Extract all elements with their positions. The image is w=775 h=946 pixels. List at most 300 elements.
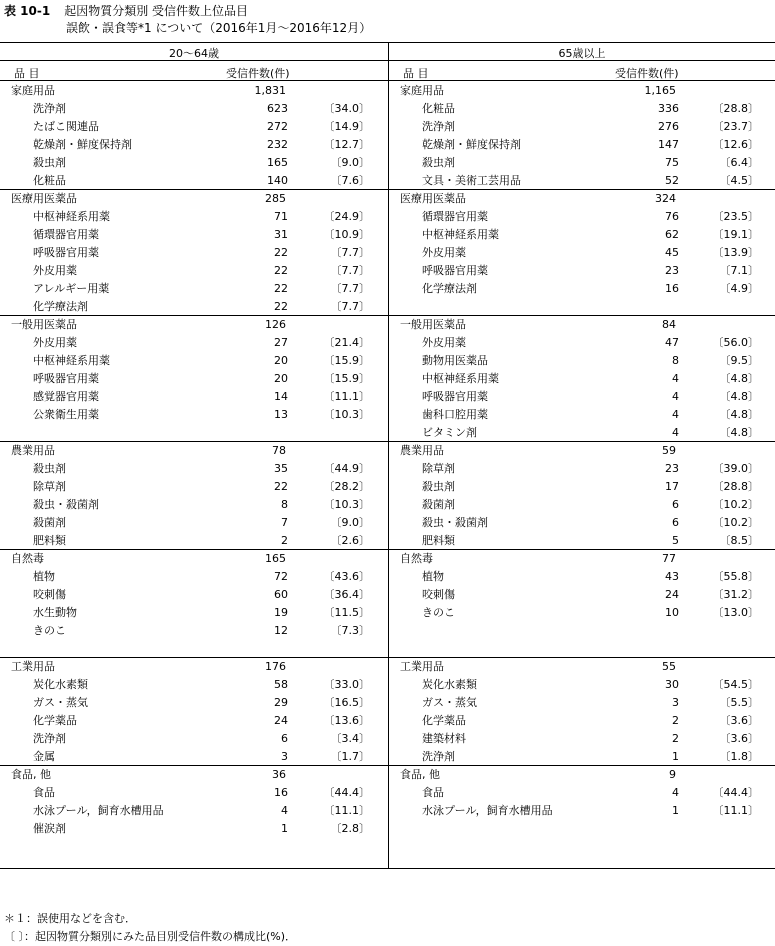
table-title: 起因物質分類別 受信件数上位品目	[64, 4, 249, 18]
category-total: 165	[265, 552, 286, 565]
item-row	[0, 478, 388, 496]
item-count: 58	[274, 678, 288, 691]
item-row	[0, 370, 388, 388]
item-count: 47	[665, 336, 679, 349]
item-name: 咬刺傷	[33, 588, 66, 601]
item-count: 2	[672, 714, 679, 727]
item-row	[0, 496, 388, 514]
item-row	[0, 298, 388, 316]
item-count: 12	[274, 624, 288, 637]
item-count: 23	[665, 462, 679, 475]
item-count: 76	[665, 210, 679, 223]
item-row	[0, 514, 388, 532]
item-count: 35	[274, 462, 288, 475]
item-name: 殺虫剤	[33, 156, 66, 169]
item-name: ビタミン剤	[422, 426, 477, 439]
item-percentage: 〔10.3〕	[323, 408, 370, 421]
item-count: 13	[274, 408, 288, 421]
category-row	[0, 442, 388, 460]
item-name: 中枢神経系用薬	[422, 372, 499, 385]
item-count: 8	[672, 354, 679, 367]
item-count: 7	[281, 516, 288, 529]
item-name: 金属	[33, 750, 55, 763]
title-line	[4, 3, 371, 20]
item-name: 除草剤	[33, 480, 66, 493]
item-row	[389, 748, 775, 766]
item-row	[0, 748, 388, 766]
item-name: 感覚器官用薬	[33, 390, 99, 403]
item-name: 呼吸器官用薬	[33, 246, 99, 259]
item-percentage: 〔55.8〕	[712, 570, 759, 583]
item-row	[0, 820, 388, 838]
item-percentage: 〔24.9〕	[323, 210, 370, 223]
category-total: 84	[662, 318, 676, 331]
item-row	[389, 478, 775, 496]
item-count: 165	[267, 156, 288, 169]
item-count: 1	[672, 750, 679, 763]
item-count: 336	[658, 102, 679, 115]
item-percentage: 〔28.2〕	[323, 480, 370, 493]
item-percentage: 〔7.6〕	[330, 174, 370, 187]
item-name: 水生動物	[33, 606, 77, 619]
item-percentage: 〔31.2〕	[712, 588, 759, 601]
item-name: 水泳プール，飼育水槽用品	[422, 804, 553, 817]
item-percentage: 〔10.2〕	[712, 498, 759, 511]
footnotes	[4, 910, 296, 946]
category-total: 1,165	[644, 84, 676, 97]
item-row	[389, 334, 775, 352]
item-percentage: 〔2.8〕	[330, 822, 370, 835]
category-name: 医療用医薬品	[400, 192, 466, 205]
item-row	[389, 586, 775, 604]
item-name: 呼吸器官用薬	[33, 372, 99, 385]
table-header	[4, 3, 371, 37]
item-row	[0, 100, 388, 118]
item-name: 化学療法剤	[422, 282, 477, 295]
item-name: 動物用医薬品	[422, 354, 488, 367]
item-row	[389, 676, 775, 694]
item-row	[389, 514, 775, 532]
category-total: 78	[272, 444, 286, 457]
item-percentage: 〔54.5〕	[712, 678, 759, 691]
category-row	[0, 550, 388, 568]
item-percentage: 〔5.5〕	[719, 696, 759, 709]
item-row	[0, 730, 388, 748]
item-row	[0, 208, 388, 226]
item-row	[389, 694, 775, 712]
item-count: 4	[672, 786, 679, 799]
item-row	[0, 460, 388, 478]
item-name: 植物	[33, 570, 55, 583]
item-row	[389, 226, 775, 244]
category-name: 工業用品	[11, 660, 55, 673]
item-row	[0, 334, 388, 352]
item-name: 洗浄剤	[422, 120, 455, 133]
item-row	[389, 388, 775, 406]
item-name: 外皮用薬	[422, 336, 466, 349]
item-name: 殺虫・殺菌剤	[422, 516, 488, 529]
item-name: たばこ関連品	[33, 120, 99, 133]
item-count: 29	[274, 696, 288, 709]
item-percentage: 〔34.0〕	[323, 102, 370, 115]
item-percentage: 〔33.0〕	[323, 678, 370, 691]
item-percentage: 〔15.9〕	[323, 372, 370, 385]
item-row	[389, 424, 775, 442]
item-count: 272	[267, 120, 288, 133]
category-row	[389, 82, 775, 100]
item-percentage: 〔10.3〕	[323, 498, 370, 511]
item-row	[389, 802, 775, 820]
item-percentage: 〔39.0〕	[712, 462, 759, 475]
item-name: 肥料類	[422, 534, 455, 547]
item-count: 140	[267, 174, 288, 187]
footnote: ＊１：誤使用などを含む．	[4, 912, 136, 925]
item-name: 除草剤	[422, 462, 455, 475]
item-percentage: 〔16.5〕	[323, 696, 370, 709]
item-count: 3	[672, 696, 679, 709]
category-total: 126	[265, 318, 286, 331]
item-percentage: 〔7.3〕	[330, 624, 370, 637]
item-name: 殺菌剤	[33, 516, 66, 529]
item-name: 殺虫・殺菌剤	[33, 498, 99, 511]
item-percentage: 〔9.0〕	[330, 156, 370, 169]
item-count: 2	[281, 534, 288, 547]
item-count: 43	[665, 570, 679, 583]
item-percentage: 〔4.5〕	[719, 174, 759, 187]
age-group-header: 20～64歳	[169, 47, 219, 60]
item-row	[0, 244, 388, 262]
item-percentage: 〔9.5〕	[719, 354, 759, 367]
item-count: 71	[274, 210, 288, 223]
item-count: 16	[274, 786, 288, 799]
item-name: きのこ	[422, 606, 455, 619]
item-row	[389, 460, 775, 478]
item-name: 化学療法剤	[33, 300, 88, 313]
panel-20-64	[0, 43, 388, 868]
item-row	[0, 676, 388, 694]
item-name: 外皮用薬	[422, 246, 466, 259]
item-count: 4	[672, 390, 679, 403]
item-row	[389, 568, 775, 586]
item-percentage: 〔21.4〕	[323, 336, 370, 349]
item-name: 呼吸器官用薬	[422, 390, 488, 403]
item-row	[389, 496, 775, 514]
item-percentage: 〔10.2〕	[712, 516, 759, 529]
item-name: 食品	[33, 786, 55, 799]
item-count: 623	[267, 102, 288, 115]
item-name: 咬刺傷	[422, 588, 455, 601]
category-total: 1,831	[254, 84, 286, 97]
category-total: 324	[655, 192, 676, 205]
item-percentage: 〔3.4〕	[330, 732, 370, 745]
item-row	[389, 244, 775, 262]
item-count: 23	[665, 264, 679, 277]
item-percentage: 〔4.8〕	[719, 408, 759, 421]
item-column-header: 品 目	[403, 67, 429, 80]
item-name: 殺虫剤	[422, 156, 455, 169]
item-count: 24	[665, 588, 679, 601]
column-headers	[0, 65, 388, 81]
item-percentage: 〔9.0〕	[330, 516, 370, 529]
category-name: 工業用品	[400, 660, 444, 673]
item-name: 炭化水素類	[33, 678, 88, 691]
item-row	[0, 226, 388, 244]
item-count: 45	[665, 246, 679, 259]
category-row	[389, 658, 775, 676]
category-row	[0, 82, 388, 100]
item-count: 30	[665, 678, 679, 691]
item-row	[0, 262, 388, 280]
item-row	[0, 784, 388, 802]
item-percentage: 〔11.5〕	[323, 606, 370, 619]
item-percentage: 〔10.9〕	[323, 228, 370, 241]
item-row	[389, 352, 775, 370]
item-percentage: 〔12.7〕	[323, 138, 370, 151]
table-subtitle: 誤飲・誤食等*1 について（2016年1月～2016年12月）	[66, 21, 372, 35]
bottom-border	[0, 868, 775, 869]
category-name: 自然毒	[11, 552, 44, 565]
item-name: きのこ	[33, 624, 66, 637]
item-name: 循環器官用薬	[422, 210, 488, 223]
item-row	[0, 172, 388, 190]
category-total: 285	[265, 192, 286, 205]
item-row	[0, 802, 388, 820]
item-row	[389, 406, 775, 424]
item-percentage: 〔36.4〕	[323, 588, 370, 601]
item-count: 8	[281, 498, 288, 511]
item-percentage: 〔6.4〕	[719, 156, 759, 169]
count-column-header: 受信件数(件)	[615, 67, 679, 80]
age-group-header: 65歳以上	[558, 47, 606, 60]
item-count: 22	[274, 246, 288, 259]
item-percentage: 〔4.8〕	[719, 426, 759, 439]
item-row	[0, 532, 388, 550]
category-total: 77	[662, 552, 676, 565]
item-count: 20	[274, 354, 288, 367]
item-percentage: 〔7.7〕	[330, 282, 370, 295]
item-count: 31	[274, 228, 288, 241]
item-count: 6	[672, 516, 679, 529]
item-count: 1	[672, 804, 679, 817]
item-count: 232	[267, 138, 288, 151]
item-count: 27	[274, 336, 288, 349]
item-count: 52	[665, 174, 679, 187]
item-count: 20	[274, 372, 288, 385]
category-row	[0, 658, 388, 676]
item-percentage: 〔13.0〕	[712, 606, 759, 619]
item-percentage: 〔11.1〕	[323, 804, 370, 817]
item-percentage: 〔4.8〕	[719, 390, 759, 403]
item-count: 17	[665, 480, 679, 493]
item-count: 147	[658, 138, 679, 151]
item-name: ガス・蒸気	[422, 696, 477, 709]
item-percentage: 〔7.7〕	[330, 264, 370, 277]
item-row	[0, 586, 388, 604]
item-percentage: 〔13.9〕	[712, 246, 759, 259]
category-row	[389, 316, 775, 334]
category-name: 食品, 他	[11, 768, 51, 781]
item-percentage: 〔1.7〕	[330, 750, 370, 763]
item-count: 19	[274, 606, 288, 619]
item-percentage: 〔28.8〕	[712, 480, 759, 493]
item-percentage: 〔44.4〕	[712, 786, 759, 799]
item-row	[0, 136, 388, 154]
item-row	[389, 208, 775, 226]
item-count: 16	[665, 282, 679, 295]
category-name: 一般用医薬品	[400, 318, 466, 331]
item-name: 文具・美術工芸用品	[422, 174, 521, 187]
item-name: 中枢神経系用薬	[33, 210, 110, 223]
item-percentage: 〔23.7〕	[712, 120, 759, 133]
item-name: 歯科口腔用薬	[422, 408, 488, 421]
item-count: 4	[672, 426, 679, 439]
item-percentage: 〔19.1〕	[712, 228, 759, 241]
item-percentage: 〔7.1〕	[719, 264, 759, 277]
item-count: 3	[281, 750, 288, 763]
item-name: 殺菌剤	[422, 498, 455, 511]
item-percentage: 〔43.6〕	[323, 570, 370, 583]
item-row	[0, 118, 388, 136]
item-percentage: 〔28.8〕	[712, 102, 759, 115]
item-row	[0, 622, 388, 640]
item-row	[0, 604, 388, 622]
item-name: 循環器官用薬	[33, 228, 99, 241]
item-name: 洗浄剤	[422, 750, 455, 763]
item-name: 食品	[422, 786, 444, 799]
item-count: 2	[672, 732, 679, 745]
item-name: 殺虫剤	[422, 480, 455, 493]
item-percentage: 〔4.8〕	[719, 372, 759, 385]
item-percentage: 〔1.8〕	[719, 750, 759, 763]
footnote: 〔 〕：起因物質分類別にみた品目別受信件数の構成比(%)．	[4, 930, 297, 943]
item-percentage: 〔11.1〕	[323, 390, 370, 403]
item-name: 公衆衛生用薬	[33, 408, 99, 421]
item-name: 肥料類	[33, 534, 66, 547]
item-percentage: 〔14.9〕	[323, 120, 370, 133]
category-row	[389, 766, 775, 784]
category-name: 農業用品	[400, 444, 444, 457]
item-name: 化粧品	[422, 102, 455, 115]
item-count: 6	[672, 498, 679, 511]
item-column-header: 品 目	[14, 67, 40, 80]
item-name: 中枢神経系用薬	[422, 228, 499, 241]
item-name: 乾燥剤・鮮度保持剤	[33, 138, 132, 151]
item-count: 6	[281, 732, 288, 745]
item-row	[0, 388, 388, 406]
item-percentage: 〔15.9〕	[323, 354, 370, 367]
item-percentage: 〔12.6〕	[712, 138, 759, 151]
item-percentage: 〔56.0〕	[712, 336, 759, 349]
item-percentage: 〔44.4〕	[323, 786, 370, 799]
item-name: 化粧品	[33, 174, 66, 187]
item-row	[389, 154, 775, 172]
item-count: 22	[274, 300, 288, 313]
category-total: 36	[272, 768, 286, 781]
item-row	[0, 406, 388, 424]
item-row	[0, 694, 388, 712]
category-row	[0, 766, 388, 784]
item-name: 炭化水素類	[422, 678, 477, 691]
column-headers	[389, 65, 775, 81]
item-percentage: 〔44.9〕	[323, 462, 370, 475]
item-count: 4	[281, 804, 288, 817]
item-name: 呼吸器官用薬	[422, 264, 488, 277]
item-count: 4	[672, 372, 679, 385]
item-count: 24	[274, 714, 288, 727]
item-row	[389, 100, 775, 118]
item-row	[389, 262, 775, 280]
item-count: 5	[672, 534, 679, 547]
item-row	[389, 604, 775, 622]
table-number: 表 10-1	[4, 4, 51, 18]
item-row	[0, 352, 388, 370]
item-percentage: 〔8.5〕	[719, 534, 759, 547]
category-row	[389, 442, 775, 460]
item-row	[389, 532, 775, 550]
category-total: 59	[662, 444, 676, 457]
item-count: 1	[281, 822, 288, 835]
category-total: 9	[669, 768, 676, 781]
category-row	[0, 190, 388, 208]
item-percentage: 〔23.5〕	[712, 210, 759, 223]
category-name: 自然毒	[400, 552, 433, 565]
item-count: 10	[665, 606, 679, 619]
item-row	[389, 370, 775, 388]
category-name: 農業用品	[11, 444, 55, 457]
item-name: 殺虫剤	[33, 462, 66, 475]
item-name: 建築材料	[422, 732, 466, 745]
item-percentage: 〔13.6〕	[323, 714, 370, 727]
item-name: アレルギー用薬	[33, 282, 110, 295]
category-total: 55	[662, 660, 676, 673]
item-name: 洗浄剤	[33, 732, 66, 745]
item-percentage: 〔7.7〕	[330, 300, 370, 313]
count-column-header: 受信件数(件)	[226, 67, 290, 80]
item-row	[389, 784, 775, 802]
panel-65-plus	[389, 43, 775, 868]
item-row	[389, 712, 775, 730]
item-name: 水泳プール，飼育水槽用品	[33, 804, 164, 817]
item-count: 14	[274, 390, 288, 403]
item-name: 乾燥剤・鮮度保持剤	[422, 138, 521, 151]
item-count: 276	[658, 120, 679, 133]
item-row	[0, 280, 388, 298]
item-percentage: 〔7.7〕	[330, 246, 370, 259]
item-name: 洗浄剤	[33, 102, 66, 115]
category-name: 家庭用品	[11, 84, 55, 97]
category-name: 医療用医薬品	[11, 192, 77, 205]
item-row	[0, 154, 388, 172]
category-total: 176	[265, 660, 286, 673]
item-percentage: 〔11.1〕	[712, 804, 759, 817]
item-name: 化学薬品	[33, 714, 77, 727]
item-row	[389, 280, 775, 298]
item-count: 4	[672, 408, 679, 421]
item-name: 植物	[422, 570, 444, 583]
item-row	[389, 172, 775, 190]
item-count: 75	[665, 156, 679, 169]
item-row	[0, 568, 388, 586]
category-name: 食品, 他	[400, 768, 440, 781]
item-name: 外皮用薬	[33, 336, 77, 349]
item-count: 22	[274, 480, 288, 493]
item-count: 62	[665, 228, 679, 241]
item-percentage: 〔2.6〕	[330, 534, 370, 547]
category-name: 家庭用品	[400, 84, 444, 97]
item-count: 60	[274, 588, 288, 601]
item-percentage: 〔4.9〕	[719, 282, 759, 295]
item-percentage: 〔3.6〕	[719, 732, 759, 745]
